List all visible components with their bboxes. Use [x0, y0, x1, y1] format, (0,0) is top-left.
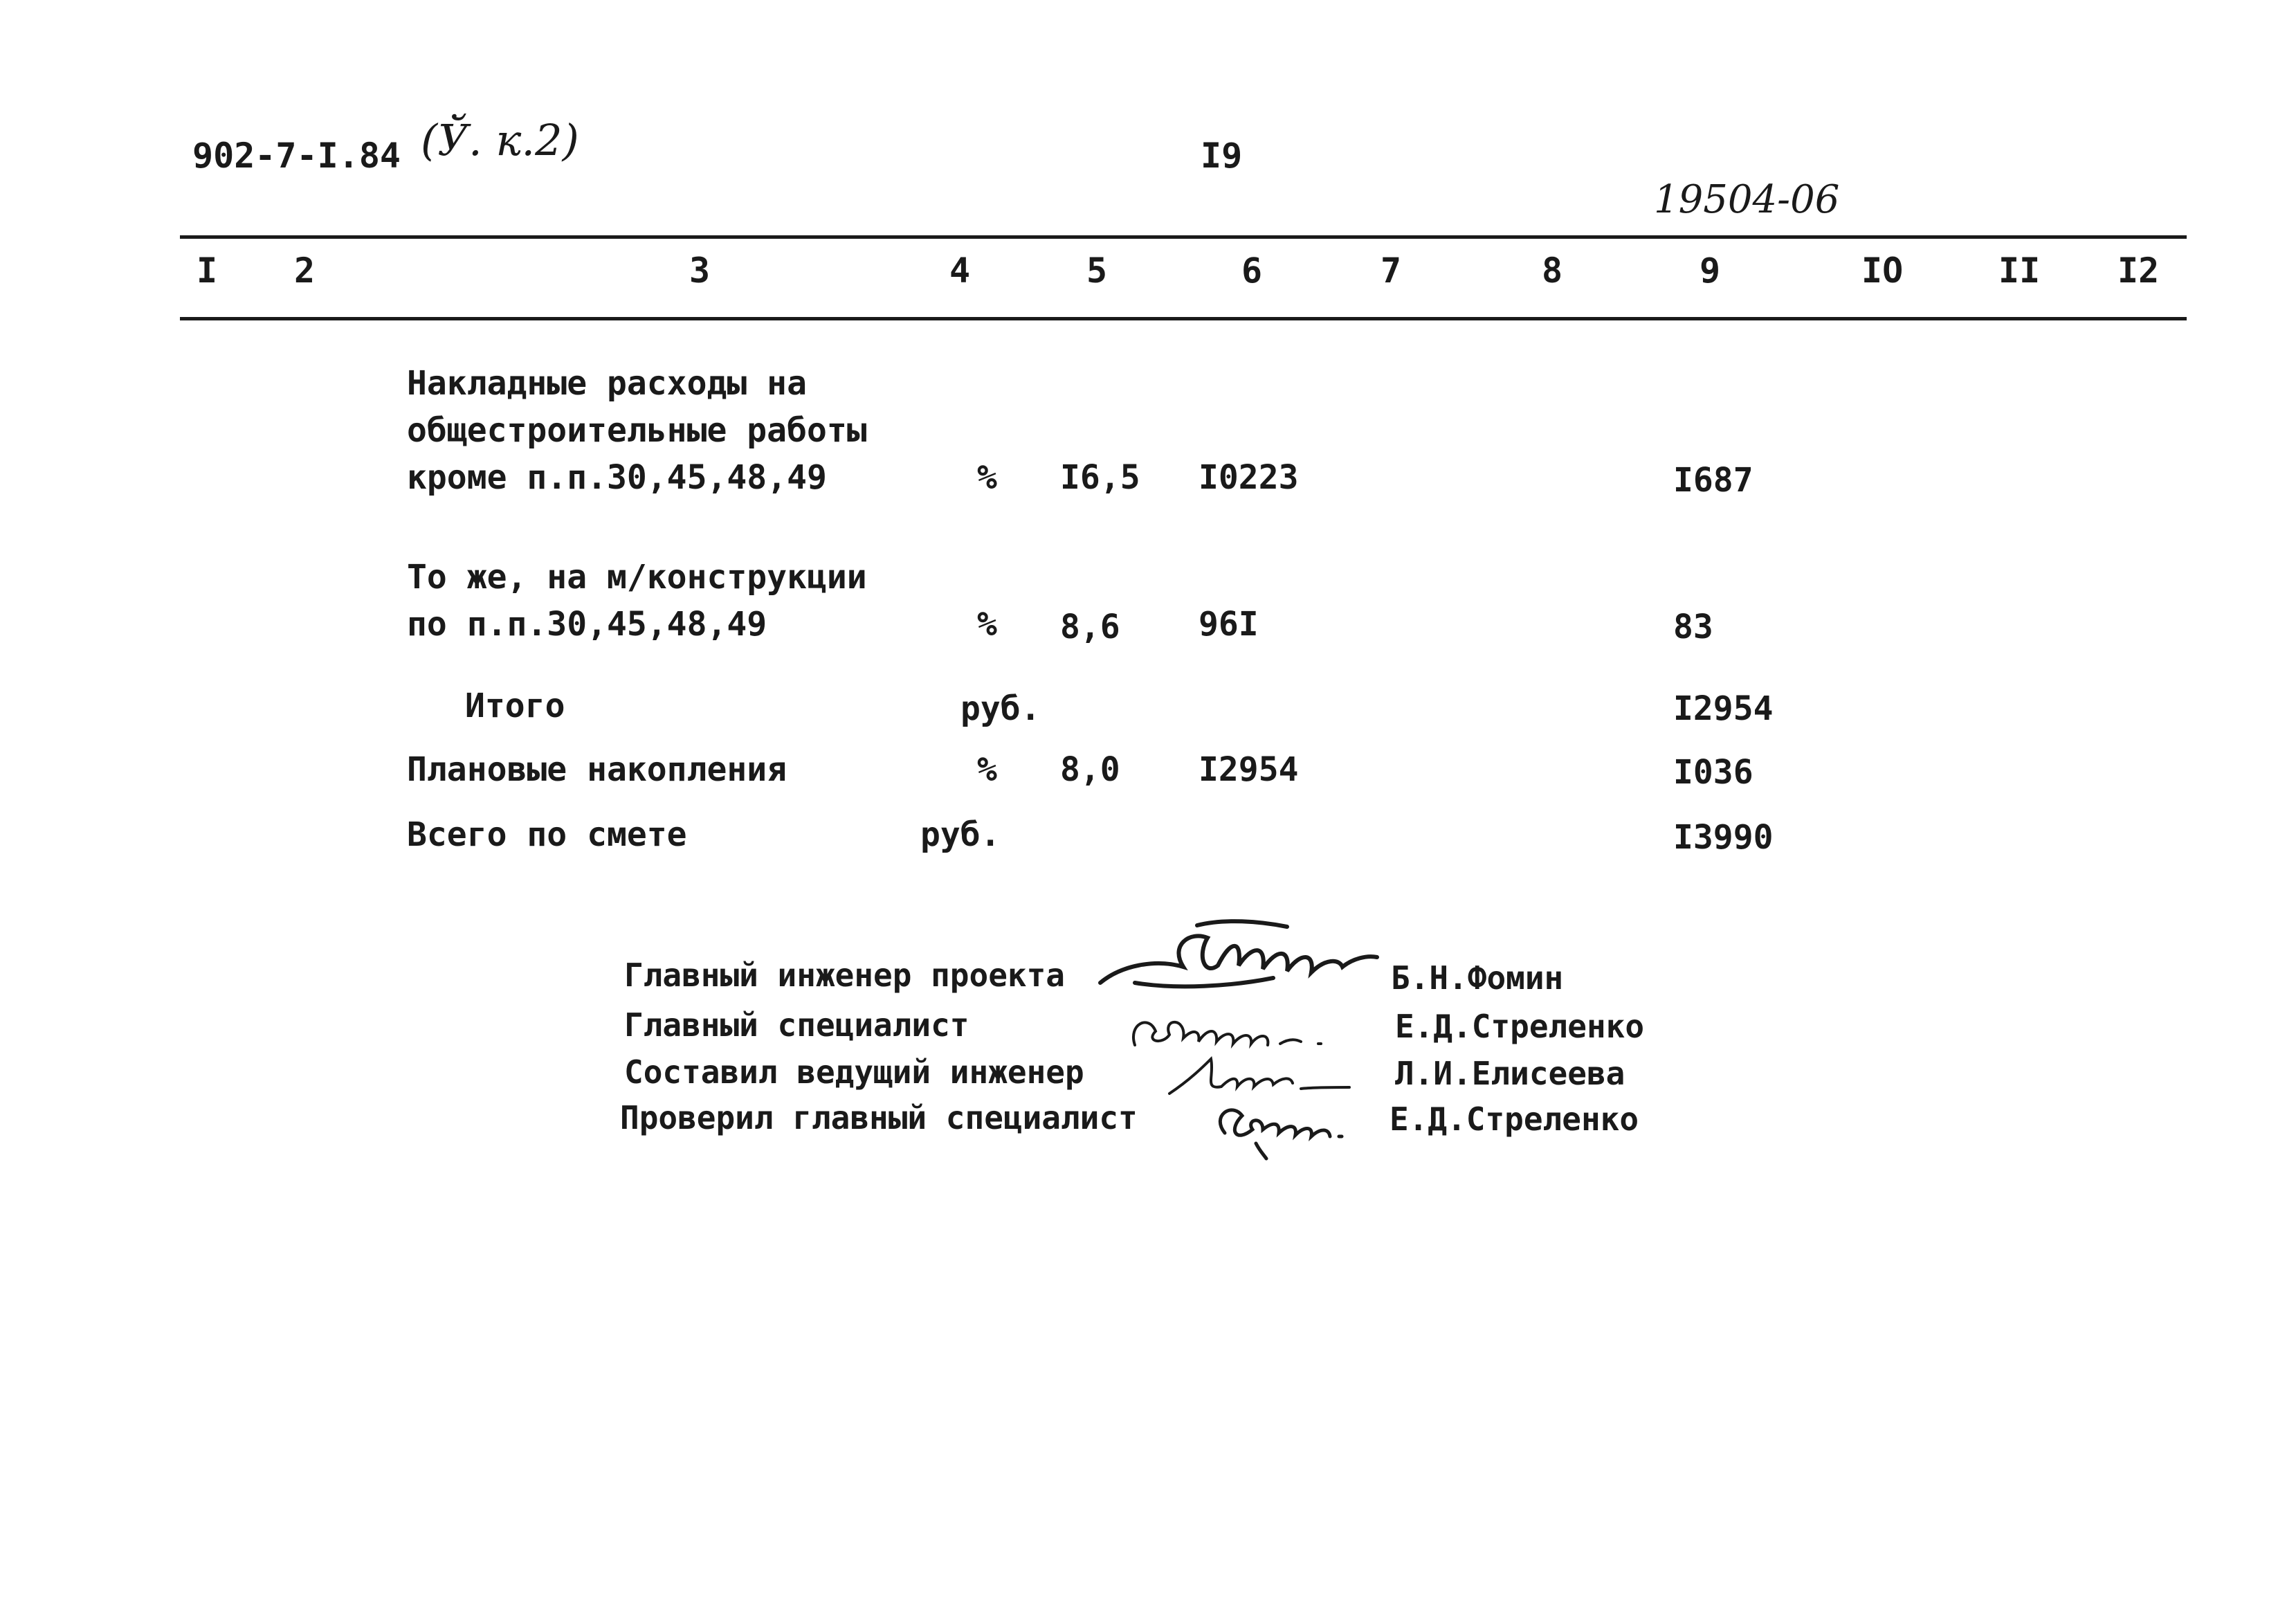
handwritten-signature-icon	[1204, 1095, 1370, 1164]
document-code: 902-7-I.84	[192, 136, 401, 176]
column-number-4: 4	[949, 251, 971, 291]
table-row-name-line: по п.п.30,45,48,49	[407, 605, 767, 644]
table-row-total: 83	[1673, 608, 1713, 646]
table-row-unit: руб.	[920, 815, 1001, 854]
column-number-9: 9	[1700, 251, 1721, 291]
table-top-rule	[180, 235, 2187, 239]
table-row-total: I2954	[1673, 689, 1774, 728]
table-row-unit: руб.	[960, 689, 1041, 728]
table-row-total: I3990	[1673, 818, 1774, 857]
page-number: I9	[1201, 136, 1243, 176]
table-row-base: I0223	[1199, 458, 1299, 497]
column-number-7: 7	[1381, 251, 1402, 291]
inventory-number: 19504-06	[1654, 177, 1840, 222]
signature-name: Л.И.Елисеева	[1395, 1055, 1625, 1092]
column-number-11: II	[1998, 251, 2041, 291]
table-row-total: I687	[1673, 461, 1753, 500]
signature-role: Главный специалист	[624, 1006, 969, 1044]
table-row-unit: %	[977, 458, 997, 497]
table-row-name-line: Всего по смете	[407, 815, 687, 854]
signature-name: Е.Д.Стреленко	[1395, 1008, 1645, 1045]
column-number-1: I	[197, 251, 218, 291]
table-row-name-line: Накладные расходы на	[407, 364, 807, 403]
table-row-base: I2954	[1199, 750, 1299, 789]
table-row-name-line: Плановые накопления	[407, 750, 787, 789]
table-row-base: 96I	[1199, 605, 1259, 644]
signature-role: Проверил главный специалист	[620, 1099, 1138, 1136]
volume-note: (Ў. к.2)	[421, 115, 579, 165]
handwritten-signature-icon	[1093, 917, 1391, 1007]
column-number-3: 3	[689, 251, 711, 291]
column-number-5: 5	[1086, 251, 1108, 291]
column-number-6: 6	[1241, 251, 1263, 291]
table-row-rate: 8,0	[1060, 750, 1120, 789]
table-row-total: I036	[1673, 753, 1753, 792]
table-row-name-line: кроме п.п.30,45,48,49	[407, 458, 827, 497]
column-number-2: 2	[294, 251, 316, 291]
table-row-name-line: общестроительные работы	[407, 411, 867, 450]
table-row-unit: %	[977, 605, 997, 644]
signature-name: Б.Н.Фомин	[1391, 959, 1564, 997]
table-row-name-line: Итого	[465, 687, 565, 725]
signature-name: Е.Д.Стреленко	[1390, 1100, 1639, 1138]
table-row-rate: 8,6	[1060, 608, 1120, 646]
column-number-12: I2	[2117, 251, 2160, 291]
column-number-10: IO	[1861, 251, 1904, 291]
table-row-rate: I6,5	[1060, 458, 1140, 497]
table-row-unit: %	[977, 750, 997, 789]
table-header-bottom-rule	[180, 317, 2187, 320]
column-number-8: 8	[1542, 251, 1563, 291]
signature-role: Главный инженер проекта	[624, 956, 1065, 994]
signature-role: Составил ведущий инженер	[624, 1053, 1084, 1091]
table-row-name-line: То же, на м/конструкции	[407, 558, 867, 597]
